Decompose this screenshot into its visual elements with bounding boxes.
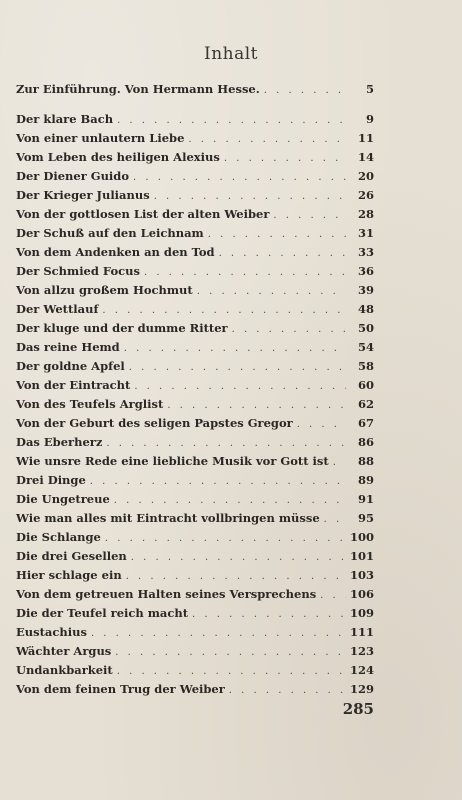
toc-entry-page: 101 [349,549,374,563]
dot-leader [129,358,346,377]
dot-leader [133,168,346,187]
toc-entry-page: 89 [357,473,374,487]
dot-leader [126,567,346,586]
toc-entry-page: 123 [349,644,374,658]
toc-entry-title: Von dem getreuen Halten seines Versprechens [16,587,317,601]
table-of-contents [16,80,374,699]
toc-entry [16,224,374,243]
dot-leader [115,643,346,662]
toc-entry-title: Der kluge und der dumme Ritter [16,321,228,335]
toc-entry [16,528,374,547]
toc-entry-page: 31 [357,226,374,240]
dot-leader [134,377,346,396]
toc-entry [16,452,374,471]
toc-entry [16,300,374,319]
toc-entry [16,414,374,433]
toc-entry [16,205,374,224]
toc-entry-page: 111 [349,625,374,639]
toc-entry-title: Die Ungetreue [16,492,110,506]
dot-leader [117,662,346,681]
toc-entry-page: 58 [357,359,374,373]
dot-leader [273,206,346,225]
toc-entry-intro [16,80,374,99]
toc-entry [16,186,374,205]
toc-entry-title: Von allzu großem Hochmut [16,283,193,297]
dot-leader [90,472,346,491]
toc-entry-page: 60 [357,378,374,392]
toc-entry-title: Von dem feinen Trug der Weiber [16,682,225,696]
dot-leader [197,282,346,301]
toc-entry-page: 26 [357,188,374,202]
toc-entry [16,110,374,129]
dot-leader [102,301,346,320]
dot-leader [232,320,346,339]
toc-entry-list [16,110,374,699]
toc-entry-title: Wie unsre Rede eine liebliche Musik vor Gott ist [16,454,329,468]
toc-entry-title: Der goldne Apfel [16,359,125,373]
toc-entry [16,566,374,585]
toc-entry [16,642,374,661]
toc-entry-title: Undankbarkeit [16,663,113,677]
dot-leader [117,111,346,130]
toc-entry [16,319,374,338]
toc-entry [16,623,374,642]
toc-entry [16,433,374,452]
toc-entry-title: Wie man alles mit Eintracht vollbringen müsse [16,511,320,525]
toc-entry-page: 14 [357,150,374,164]
toc-entry [16,376,374,395]
page-number: 285 [342,700,374,718]
toc-entry-page: 100 [349,530,374,544]
toc-entry [16,243,374,262]
toc-entry-page: 36 [357,264,374,278]
toc-entry-page: 50 [357,321,374,335]
toc-entry-title: Die drei Gesellen [16,549,127,563]
dot-leader [324,510,346,529]
toc-entry-page: 11 [357,131,374,145]
toc-entry-page: 39 [357,283,374,297]
toc-entry [16,148,374,167]
toc-entry [16,129,374,148]
toc-entry-page: 9 [365,112,374,126]
dot-leader [124,339,346,358]
toc-entry-title: Von der gottlosen List der alten Weiber [16,207,270,221]
toc-entry-title: Der Schmied Focus [16,264,140,278]
toc-entry-page: 86 [357,435,374,449]
dot-leader [144,263,346,282]
toc-entry-title: Vom Leben des heiligen Alexius [16,150,220,164]
toc-entry-page: 88 [357,454,374,468]
toc-entry-title: Der klare Bach [16,112,114,126]
toc-entry [16,471,374,490]
toc-entry-title: Wächter Argus [16,644,112,658]
dot-leader [192,605,346,624]
toc-entry-title: Der Krieger Julianus [16,188,150,202]
toc-entry-title: Der Wettlauf [16,302,99,316]
toc-entry [16,357,374,376]
toc-entry-page: 124 [349,663,374,677]
toc-entry [16,680,374,699]
toc-entry-page: 106 [349,587,374,601]
toc-entry-title: Von einer unlautern Liebe [16,131,185,145]
toc-entry-page: 62 [357,397,374,411]
toc-entry-title: Drei Dinge [16,473,86,487]
toc-entry-title: Zur Einführung. Von Hermann Hesse. [16,82,260,96]
dot-leader [131,548,346,567]
toc-entry-title: Die Schlange [16,530,101,544]
toc-entry [16,509,374,528]
toc-entry-title: Das reine Hemd [16,340,120,354]
dot-leader [333,453,346,472]
dot-leader [229,681,346,700]
dot-leader [320,586,346,605]
dot-leader [264,81,346,100]
toc-entry-page: 95 [357,511,374,525]
dot-leader [167,396,346,415]
dot-leader [154,187,346,206]
toc-entry-title: Von des Teufels Arglist [16,397,164,411]
toc-entry [16,490,374,509]
toc-entry-title: Von dem Andenken an den Tod [16,245,215,259]
dot-leader [208,225,346,244]
toc-entry-page: 28 [357,207,374,221]
toc-entry [16,661,374,680]
toc-entry-page: 91 [357,492,374,506]
dot-leader [224,149,346,168]
toc-entry [16,547,374,566]
toc-entry-title: Der Diener Guido [16,169,130,183]
toc-entry-page: 33 [357,245,374,259]
toc-entry-title: Hier schlage ein [16,568,122,582]
toc-entry [16,604,374,623]
dot-leader [114,491,346,510]
dot-leader [297,415,346,434]
toc-entry [16,281,374,300]
toc-entry-page: 48 [357,302,374,316]
toc-entry [16,167,374,186]
dot-leader [188,130,346,149]
toc-entry [16,338,374,357]
dot-leader [105,529,346,548]
toc-entry-title: Eustachius [16,625,87,639]
toc-entry [16,585,374,604]
toc-entry-title: Das Eberherz [16,435,103,449]
toc-entry-title: Der Schuß auf den Leichnam [16,226,204,240]
toc-entry-page: 109 [349,606,374,620]
toc-entry-page: 54 [357,340,374,354]
toc-entry-title: Die der Teufel reich macht [16,606,189,620]
dot-leader [219,244,346,263]
toc-entry-title: Von der Eintracht [16,378,131,392]
page-title: Inhalt [203,44,259,64]
toc-entry-page: 20 [357,169,374,183]
toc-entry-title: Von der Geburt des seligen Papstes Gregor [16,416,293,430]
toc-entry-page: 103 [349,568,374,582]
toc-entry-page: 129 [349,682,374,696]
toc-entry-page: 67 [357,416,374,430]
toc-entry [16,262,374,281]
toc-entry [16,395,374,414]
dot-leader [106,434,346,453]
toc-entry-page: 5 [365,82,374,96]
dot-leader [91,624,346,643]
